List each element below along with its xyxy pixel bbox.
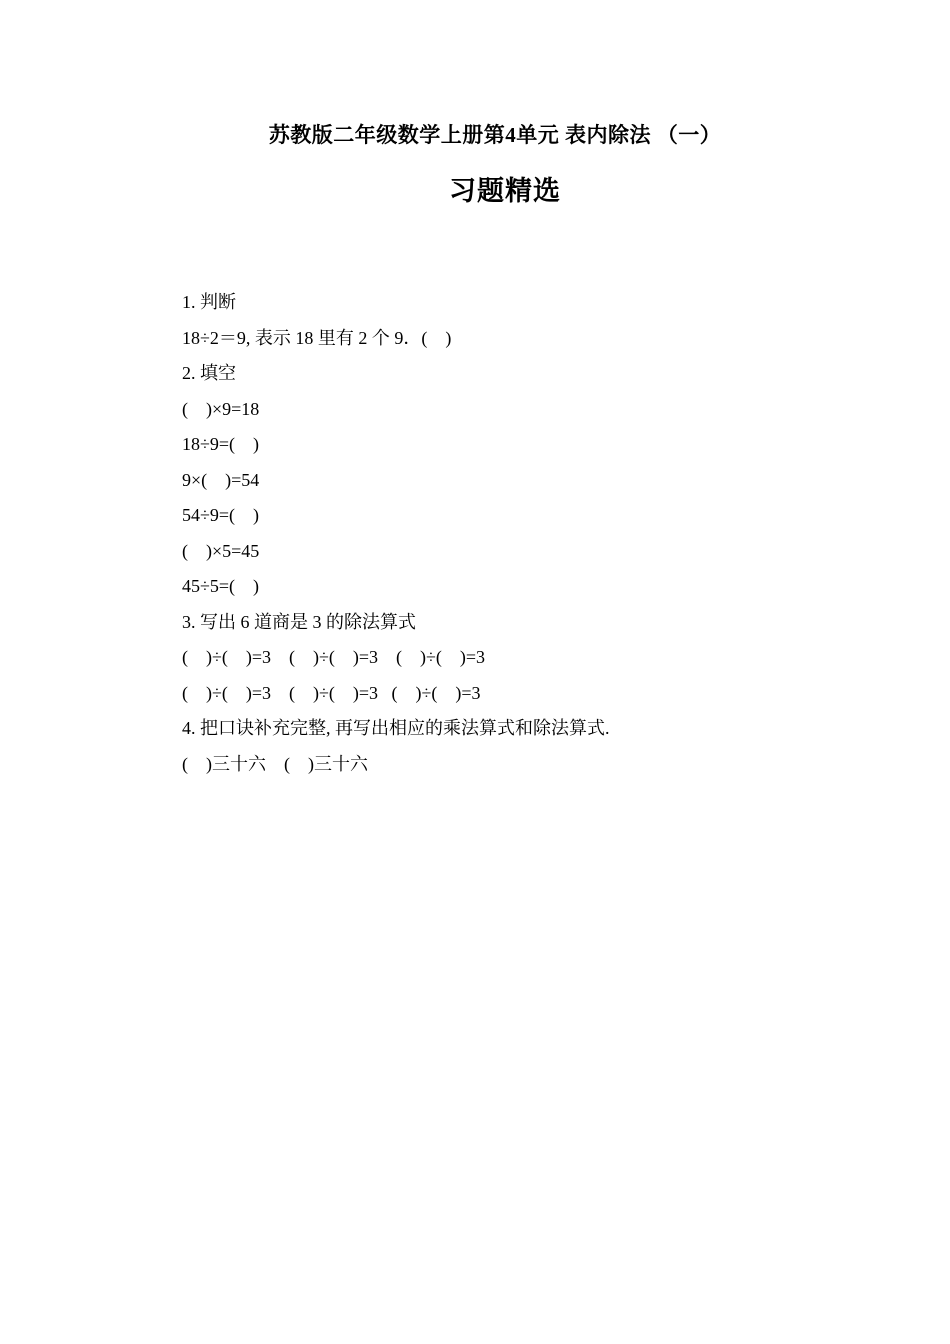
document-title: 苏教版二年级数学上册第4单元 表内除法 （一） [268,123,722,147]
document-subtitle: 习题精选 [449,176,561,206]
fill-blank-item: 9×( )=54 [182,469,260,490]
division-blanks-row: ( )÷( )=3 ( )÷( )=3 ( )÷( )=3 [182,682,481,703]
question-2-heading: 2. 填空 [182,363,236,383]
fill-blank-item: 18÷9=( ) [182,434,260,454]
question-1-heading: 1. 判断 [182,292,236,312]
question-3-heading: 3. 写出 6 道商是 3 的除法算式 [182,611,416,632]
fill-blank-item: 54÷9=( ) [182,505,260,525]
fill-blank-item: ( )×5=45 [182,540,260,561]
multiplication-rhyme-row: ( )三十六 ( )三十六 [182,753,368,774]
fill-blank-item: 45÷5=( ) [182,576,260,596]
exercise-list [182,289,882,786]
question-1-statement: 18÷2＝9, 表示 18 里有 2 个 9．( ) [182,327,452,348]
fill-blank-item: ( )×9=18 [182,398,260,419]
division-blanks-row: ( )÷( )=3 ( )÷( )=3 ( )÷( )=3 [182,647,486,667]
question-4-heading: 4. 把口诀补充完整, 再写出相应的乘法算式和除法算式. [182,718,610,738]
